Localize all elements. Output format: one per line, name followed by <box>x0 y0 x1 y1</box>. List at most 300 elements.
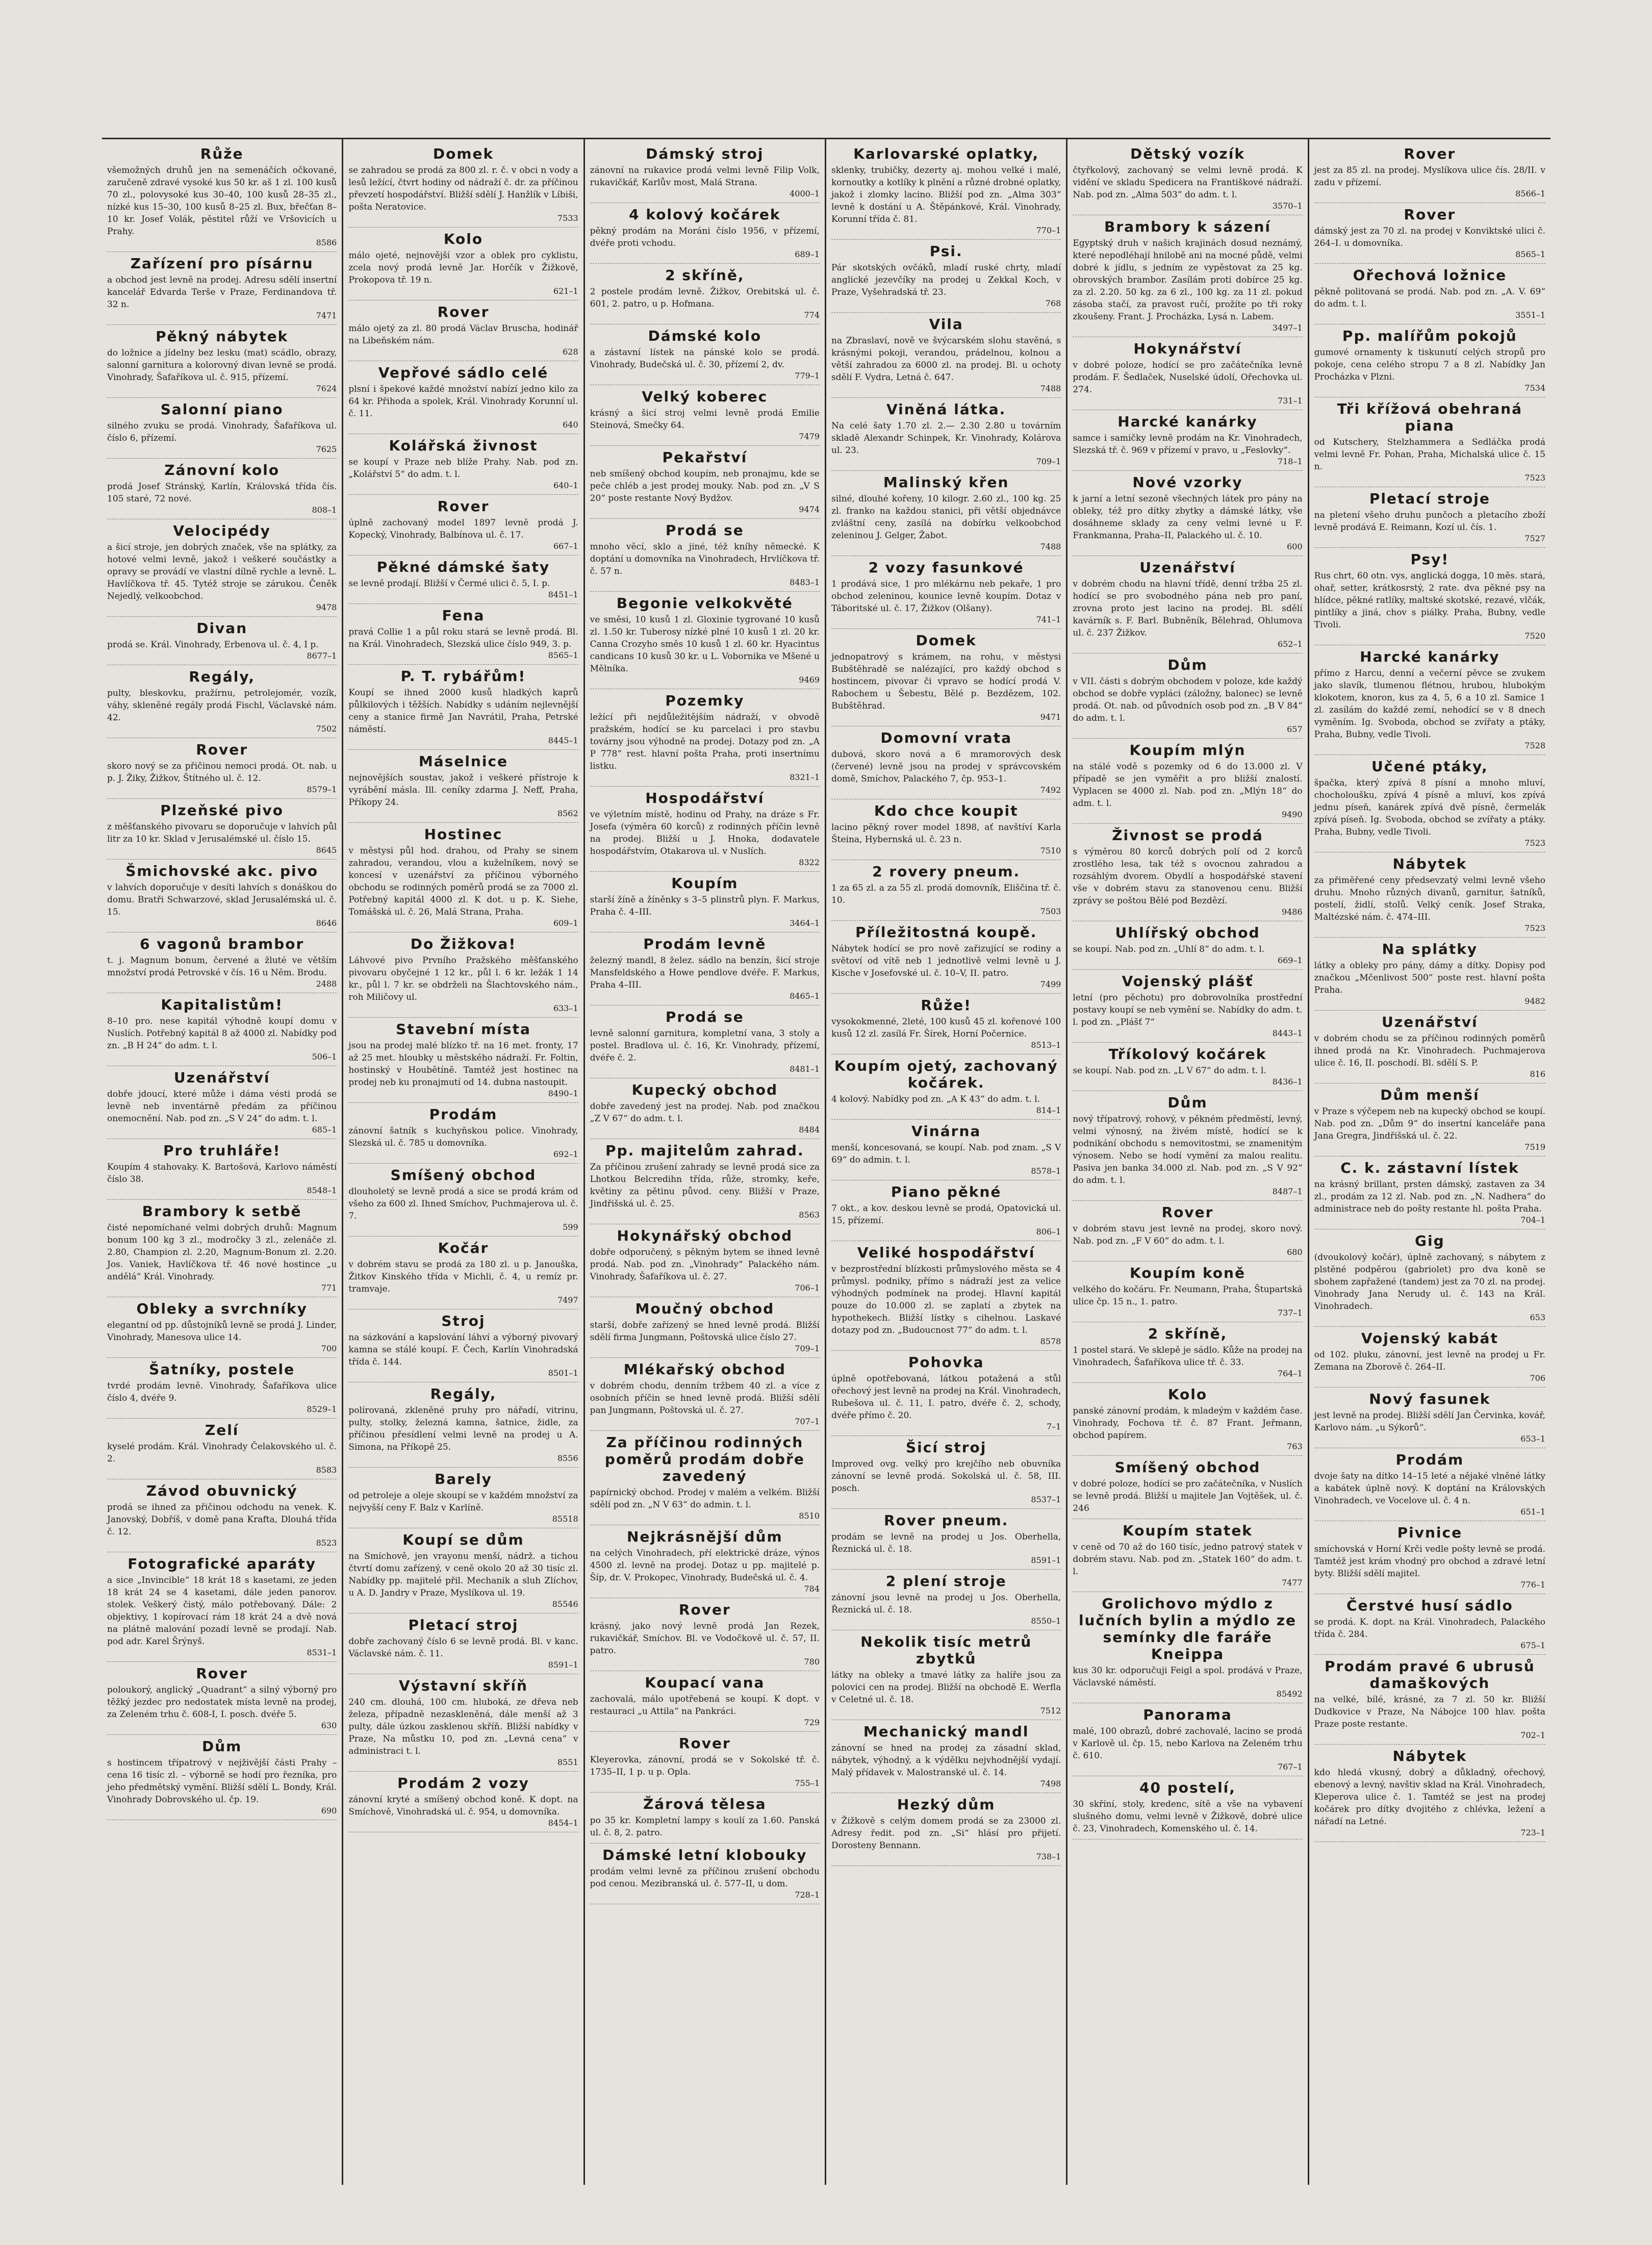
ad-text: 1 za 65 zl. a za 55 zl. prodá domovník, Eliščina tř. č. 10. <box>831 883 1061 905</box>
ad-text: jest za 85 zl. na prodej. Myslíkova ulice čís. 28/II. v zadu v přízemí. <box>1314 165 1545 188</box>
ad-title: Piano pěkné <box>891 1183 1002 1200</box>
classified-ad <box>107 932 337 993</box>
ad-title: Tříkolový kočárek <box>1108 1046 1267 1063</box>
ad-text: 7 okt., a kov. deskou levně se prodá, Opatovická ul. 15, přízemí. <box>831 1203 1061 1226</box>
classified-ad <box>1314 1655 1545 1745</box>
classified-ad <box>348 1674 578 1772</box>
classified-ad <box>348 750 578 823</box>
ad-text: neb smíšený obchod koupím, neb pronajmu, kde se peče chléb a jest prodej mouky. Nab. pod zn. „V S 20“ poste restante Nový Bydžov. <box>590 469 820 503</box>
ad-title: Dámský stroj <box>646 145 764 162</box>
ad-number: 689–1 <box>795 249 820 259</box>
classified-ad <box>831 799 1061 860</box>
ad-number: 8550–1 <box>1031 1616 1061 1626</box>
classified-ad <box>590 592 820 689</box>
ad-number: 774 <box>804 310 820 320</box>
ad-text: Koupím 4 stahovaky. K. Bartošová, Karlovo náměstí číslo 38. <box>107 1162 337 1184</box>
ad-title: 4 kolový kočárek <box>629 206 781 223</box>
classified-ad <box>107 1735 337 1820</box>
ad-text: jest levně na prodej. Bližší sdělí Jan Červinka, kovář, Karlovo nám. „u Sýkorů“. <box>1314 1410 1545 1433</box>
ad-title: Kolo <box>443 231 484 247</box>
classified-ad <box>1073 556 1302 653</box>
classified-ad <box>831 313 1061 398</box>
ad-title: Nový fasunek <box>1369 1391 1491 1407</box>
ad-title: Smíšený obchod <box>1114 1459 1261 1476</box>
ad-title: Prodám <box>1395 1451 1464 1468</box>
ad-text: v bezprostřední blízkosti průmyslového města se 4 průmysl. podniky, přímo s nádraží jest za velice výhodných podmínek na prodej. Hlavní kapitál pouze do 10.000 zl. se zaplatí a zbytek na hypothekech. Bližší lístky s cihelnou. Laskavé dotazy pod zn. „Budoucnost 77“ do adm. t. l. <box>831 1264 1061 1335</box>
classified-ad <box>348 1468 578 1528</box>
ad-text: silné, dlouhé kořeny, 10 kilogr. 2.60 zl., 100 kg. 25 zl. franko na každou stanici, při větší objednávce zvláštní ceny, zasílá na dobírku velkoobchod zeleninou J. Gelger, Žabot. <box>831 494 1061 541</box>
ad-text: Nábytek hodící se pro nově zařizující se rodiny a světoví od vítě neb 1 jednotlivě velmi levně u J. Kische v Josefovské ul. č. 10–V, II. patro. <box>831 944 1061 978</box>
ad-title: P. T. rybářům! <box>400 668 526 685</box>
ad-title: Ořechová ložnice <box>1353 267 1507 284</box>
classified-ad <box>107 1200 337 1297</box>
ad-text: se koupí. Nab. pod zn. „L V 67“ do adm. t. l. <box>1073 1066 1266 1076</box>
ad-text: smíchovská v Horní Krči vedle pošty levně se prodá. Tamtéž jest krám vhodný pro obchod a zdravé letní byty. Bližší sdělí majitel. <box>1314 1544 1545 1579</box>
ad-title: Grolichovo mýdlo z lučních bylin a mýdlo ze semínky dle faráře Kneippa <box>1078 1595 1297 1662</box>
ad-number: 8513–1 <box>1031 1040 1061 1050</box>
ad-title: Koupím statek <box>1123 1522 1253 1539</box>
ad-number: 600 <box>1287 542 1303 551</box>
ad-text: v dobrém stavu se prodá za 180 zl. u p. Janouška, Žitkov Kinského třída v Michli, č. 4, u remíz pr. tramvaje. <box>348 1259 578 1294</box>
classified-ad <box>107 993 337 1066</box>
ad-text: dámský jest za 70 zl. na prodej v Konviktské ulici č. 264–I. u domovníka. <box>1314 226 1545 248</box>
ad-title: Kolářská živnost <box>389 437 538 454</box>
ad-number: 8451–1 <box>548 590 578 599</box>
ad-title: 6 vagonů brambor <box>140 936 304 952</box>
ad-title: Rover <box>678 1601 731 1618</box>
ad-title: Veliké hospodářství <box>857 1244 1035 1261</box>
ad-title: Mechanický mandl <box>863 1723 1029 1740</box>
ad-title: Begonie velkokvěté <box>616 595 793 612</box>
ad-number: 723–1 <box>1520 1828 1545 1837</box>
ad-title: Koupí se dům <box>402 1531 524 1548</box>
ad-text: kus 30 kr. odporučuji Feigl a spol. prodává v Praze, Václavské náměstí. <box>1073 1666 1303 1688</box>
ad-number: 8583 <box>316 1465 337 1475</box>
ad-text: se prodá. K. dopt. na Král. Vinohradech, Palackého třída č. 284. <box>1314 1617 1545 1639</box>
classified-ad <box>348 1528 578 1613</box>
ad-text: v VII. části s dobrým obchodem v poloze, kde každý obchod se dobře vypláci (záložny, balonec) se levně prodá. Ot. nab. od původních osob pod zn. „B V 84“ do adm. t. l. <box>1073 676 1303 723</box>
ad-text: prodám velmi levně za příčinou zrušení obchodu pod cenou. Mezibranská ul. č. 577–II, u dom. <box>590 1866 820 1889</box>
classified-ad <box>348 1772 578 1832</box>
classified-ad <box>348 361 578 434</box>
classified-ad <box>1314 487 1545 548</box>
ad-text: pěkný prodám na Moráni číslo 1956, v přízemí, dvéře proti vchodu. <box>590 226 820 248</box>
classified-ad <box>590 324 820 385</box>
ad-title: Nábytek <box>1392 1748 1467 1764</box>
ad-title: Nábytek <box>1392 855 1467 872</box>
ad-title: Stroj <box>441 1313 486 1329</box>
ad-text: na celých Vinohradech, pří elektrické dráze, výnos 4500 zl. levně na prodej. Dotaz u pp. majitelé p. Šíp, dr. V. Prokopec, Vinohrady, Budečská ul. č. 4. <box>590 1548 820 1583</box>
ad-number: 8537–1 <box>1031 1495 1061 1504</box>
classified-ad <box>107 1552 337 1662</box>
ad-text: na velké, bílé, krásné, za 7 zl. 50 kr. Bližší Dudkovice v Praze, Na Nábojce 100 hlav. pošta Praze poste restante. <box>1314 1695 1545 1729</box>
classified-ad <box>107 1358 337 1419</box>
classified-ad <box>107 665 337 738</box>
classified-ad <box>831 1180 1061 1241</box>
ad-number: 599 <box>563 1222 578 1232</box>
ad-title: Čerstvé husí sádlo <box>1346 1597 1513 1614</box>
classified-ad <box>1314 1745 1545 1842</box>
classified-ad <box>590 1598 820 1671</box>
ad-text: silného zvuku se prodá. Vinohrady, Šafaříkova ul. číslo 6, přízemí. <box>107 421 337 443</box>
classified-ad <box>1073 921 1302 970</box>
classified-ad <box>831 240 1061 313</box>
ad-text: od petroleje a oleje skoupí se v každém množství za nejvyšší ceny F. Balz v Karlíně. <box>348 1491 578 1513</box>
ad-text: tvrdé prodám levně. Vinohrady, Šafaříkova ulice číslo 4, dvéře 9. <box>107 1381 337 1403</box>
classified-ad <box>348 300 578 361</box>
classified-ad <box>1073 1383 1302 1456</box>
ad-text: úplně zachovaný model 1897 levně prodá J. Kopecký, Vinohrady, Balbínova ul. č. 17. <box>348 518 578 540</box>
ad-number: 609–1 <box>553 918 578 928</box>
ad-number: 8548–1 <box>307 1185 337 1195</box>
ad-text: od Kutschery, Stelzhammera a Sedláčka prodá velmi levně Fr. Pohan, Praha, Michalská ulice č. 15 n. <box>1314 437 1545 472</box>
classified-ad <box>348 1164 578 1237</box>
classified-ad <box>831 1793 1061 1866</box>
ad-number: 806–1 <box>1036 1227 1061 1237</box>
ad-title: Kdo chce koupit <box>874 802 1019 819</box>
ad-title: Karlovarské oplatky, <box>853 145 1039 162</box>
ad-title: Pěkné dámské šaty <box>376 559 550 575</box>
ad-title: Na splátky <box>1382 941 1478 957</box>
ad-number: 506–1 <box>312 1052 337 1062</box>
ad-text: dubová, skoro nová a 6 mramorových desk (červené) levně jsou na prodej v správcovském domě, Smíchov, Palackého 7, čp. 953–1. <box>831 749 1061 784</box>
ad-number: 628 <box>563 347 578 357</box>
ad-title: Pro truhláře! <box>163 1142 281 1159</box>
classified-ad <box>590 142 820 203</box>
ad-number: 8579–1 <box>307 785 337 794</box>
column-6 <box>1309 139 1551 2185</box>
ad-title: Vojenský plášť <box>1122 973 1254 990</box>
ad-number: 7534 <box>1524 383 1545 393</box>
classified-ad <box>1314 1229 1545 1327</box>
ad-number: 8565–1 <box>548 650 578 660</box>
classified-ad <box>348 142 578 228</box>
ad-title: Panorama <box>1143 1706 1232 1723</box>
ad-text: Za příčinou zrušení zahrady se levně prodá sice za Lhotkou Belcredihn třída, růže, stromky, keře, květiny za pětinu původ. ceny. Bližší v Praze, Jindřišská ul. č. 25. <box>590 1162 820 1209</box>
classified-ad <box>1314 938 1545 1011</box>
classified-ad <box>1314 1083 1545 1156</box>
ad-number: 7519 <box>1524 1142 1545 1152</box>
ad-number: 85546 <box>552 1599 578 1609</box>
classified-ad <box>348 1613 578 1674</box>
classified-ad <box>1314 397 1545 487</box>
ad-text: špačka, který zpívá 8 písní a mnoho mluví, chocholoušku, zpívá 4 písně a mluví, kos zpívá jednu píseň, kanárek zpívá dvě písně, čermelák zpívá píseň. Ig. Svoboda, obchod se zvířaty a ptáky. Praha, Bubny, vedle Tivoli. <box>1314 778 1545 837</box>
ad-text: sklenky, trubičky, dezerty aj. mohou velké i malé, kornoutky a kotlíky k plnění a různé drobné oplatky, jakož i zlomky lacino. Bližší pod zn. „Alma 303“ levně k dostání u A. Štěpánkové, Král. Vinohrady, Korunní třída č. 81. <box>831 165 1061 224</box>
ad-number: 621–1 <box>553 286 578 296</box>
ad-title: Gig <box>1415 1232 1445 1249</box>
ad-title: Smíšený obchod <box>390 1167 537 1183</box>
ad-number: 652–1 <box>1277 639 1303 649</box>
classified-ad <box>831 1570 1061 1630</box>
ad-number: 8501–1 <box>548 1368 578 1378</box>
ad-number: 8677–1 <box>307 651 337 661</box>
ad-title: Žárová tělesa <box>643 1796 767 1812</box>
ad-text: prodám se levně na prodej u Jos. Oberhella, Řeznická ul. č. 18. <box>831 1532 1061 1554</box>
ad-title: 2 skříně, <box>665 267 745 284</box>
ad-text: v dobré poloze, hodící se pro začátečníka, v Nuslích se levně prodá. Bližší u majitele Jan Vojtěšek, ul. č. 246 <box>1073 1479 1303 1514</box>
classified-ad <box>1073 215 1302 337</box>
classified-ad <box>1073 1456 1302 1519</box>
ad-title: Příležitostná koupě. <box>855 924 1037 941</box>
classified-ad <box>348 495 578 556</box>
ad-number: 8556 <box>557 1453 578 1463</box>
ad-text: a šicí stroje, jen dobrých značek, vše na splátky, za hotové velmi levně, jakož i veškeré součástky a opravy se provádí ve vlastní dílně rychle a levně. L. Havlíčkova tř. 45. Tytéž stroje se zárukou. Čeněk Nejedlý, velkoobchod. <box>107 542 337 601</box>
ad-text: prodá se ihned za přičinou odchodu na venek. K. Janovský, Dobříš, v domě pana Krafta, Dlouhá třída č. 12. <box>107 1502 337 1537</box>
ad-number: 8510 <box>799 1511 820 1521</box>
ad-title: Uzenářství <box>1139 559 1236 576</box>
ad-title: Koupací vana <box>645 1674 765 1691</box>
ad-text: se koupí. Nab. pod zn. „Uhlí 8“ do adm. t. l. <box>1073 944 1265 954</box>
ad-title: Hezký dům <box>897 1796 996 1813</box>
ad-text: v dobrém chodu, denním tržbem 40 zl. a více z osobních příčin se hned levně prodá. Bližší sdělí pan Jungmann, Poštovská ul. č. 27. <box>590 1381 820 1416</box>
ad-text: Pár skotských ovčáků, mladí ruské chrty, mladí anglické jezevčíky na prodej u Zekkal Koch, v Praze, Vyšehradská tř. 23. <box>831 263 1061 297</box>
classified-ad <box>1073 1776 1302 1839</box>
classified-ad <box>348 932 578 1018</box>
ad-text: nový třípatrový, rohový, v pěkném předměstí, levný, velmi výnosný, na živém místě, hodící se k podnikání obchodu s nemovitostmi, se znamenitým výnosem. Nebo se hodí vymění za malou realitu. Pasiva jen banka 34.000 zl. Nab. pod zn. „S V 92“ do adm. t. l. <box>1073 1114 1303 1185</box>
ad-number: 7527 <box>1524 534 1545 543</box>
ad-text: Na celé šaty 1.70 zl. 2.— 2.30 2.80 u továrním skladě Alexandr Schinpek, Kr. Vinohrady, Kolárova ul. 23. <box>831 421 1061 456</box>
classified-ad <box>1314 1448 1545 1521</box>
ad-number: 9471 <box>1040 712 1061 722</box>
ad-text: samce i samičky levně prodám na Kr. Vinohradech, Slezská tř. č. 969 v přízemí v pravo, u „Feslovky“. <box>1073 433 1303 456</box>
ad-title: Dámské letní klobouky <box>602 1847 807 1863</box>
classified-ad <box>590 787 820 872</box>
classified-ad <box>1073 1322 1302 1383</box>
classified-ad <box>590 1005 820 1078</box>
ad-title: Barely <box>435 1471 492 1487</box>
ad-title: Kočár <box>438 1240 489 1256</box>
ad-title: Divan <box>196 620 248 637</box>
ad-text: Láhvové pivo Prvního Pražského měšťanského pivovaru obyčejné 1 12 kr., půl l. 6 kr. ležák 1 14 kr., půl l. 7 kr. se obdrželi na Šlachtovského nám., roh Miličovy ul. <box>348 955 578 1002</box>
ad-number: 640–1 <box>553 481 578 490</box>
ad-text: Koupí se ihned 2000 kusů hladkých kaprů půlkilových i těžších. Nabídky s udáním nejlevnější ceny a stanice firmě Jan Navrátil, Praha, Petrské náměstí. <box>348 688 578 735</box>
ad-number: 8490–1 <box>548 1089 578 1098</box>
column-5 <box>1068 139 1309 2185</box>
ad-title: Harcké kanárky <box>1117 413 1258 430</box>
ad-title: Koupím mlýn <box>1129 742 1246 759</box>
ad-number: 764–1 <box>1277 1369 1303 1378</box>
column-2 <box>343 139 584 2185</box>
ad-title: Salonní piano <box>160 401 284 418</box>
classified-ad <box>107 1066 337 1139</box>
ad-text: papírnický obchod. Prodej v malém a velkém. Bližší sdělí pod zn. „N V 63“ do admin. t. l. <box>590 1487 820 1510</box>
ad-text: na sázkování a kapslování láhví a výborný pivovarý kamna se stálé koupí. F. Čech, Karlín Vinohradská třída č. 144. <box>348 1332 578 1367</box>
ad-number: 767–1 <box>1277 1762 1303 1772</box>
ad-text: dobře odporučený, s pěkným bytem se ihned levně prodá. Nab. pod zn. „Vinohrady“ Palackého nám. Vinohrady, Šafaříkova ul. č. 27. <box>590 1247 820 1282</box>
classified-ad <box>590 1224 820 1297</box>
ad-text: mnoho věcí, sklo a jiné, též kníhy německé. K doptání u domovníka na Vinohradech, Hrvlíčkova tř. č. 57 n. <box>590 542 820 576</box>
ad-number: 630 <box>321 1721 337 1730</box>
ad-title: Pp. malířům pokojů <box>1342 327 1517 344</box>
ad-title: Rover <box>1404 206 1456 223</box>
classified-ad <box>831 860 1061 921</box>
classified-ad <box>831 142 1061 240</box>
ad-number: 633–1 <box>553 1003 578 1013</box>
ad-text: menší, koncesovaná, se koupí. Nab. pod znam. „S V 69“ do admin. t. l. <box>831 1143 1061 1165</box>
ad-text: letní (pro pěchotu) pro dobrovolníka prostřední postavy koupí se neb vymění se. Nabídky do adm. t. l. pod zn. „Plášť 7“ <box>1073 993 1303 1027</box>
classified-ad <box>348 823 578 932</box>
ad-text: zachovalá, málo upotřebená se koupí. K dopt. v restauraci „u Attila“ na Pankráci. <box>590 1694 820 1717</box>
ad-title: Hokynářský obchod <box>617 1227 793 1244</box>
ad-number: 737–1 <box>1277 1308 1303 1318</box>
classified-ad <box>831 1720 1061 1793</box>
ad-number: 814–1 <box>1036 1105 1061 1115</box>
classified-ad <box>1314 264 1545 324</box>
ad-text: a obchod jest levně na prodej. Adresu sdělí insertní kancelář Edvarda Terše v Praze, Ferdinandova tř. 32 n. <box>107 275 337 310</box>
classified-ad <box>348 665 578 750</box>
classified-ad <box>590 932 820 1005</box>
ad-title: Dům <box>1167 1094 1208 1111</box>
ad-number: 8445–1 <box>548 736 578 745</box>
ad-title: Pp. majitelům zahrad. <box>605 1142 804 1159</box>
ad-title: Do Žižkova! <box>410 936 517 952</box>
ad-title: Stavební místa <box>396 1021 531 1038</box>
classified-ad <box>107 459 337 519</box>
ad-number: 8484 <box>799 1125 820 1134</box>
ad-number: 8481–1 <box>790 1064 820 1074</box>
ad-text: levně salonní garnitura, kompletní vana, 3 stoly a postel. Bradlova ul. č. 16, Kr. Vinohrady, přízemí, dvéře č. 2. <box>590 1028 820 1063</box>
ad-title: Prodám levně <box>643 936 767 952</box>
classified-ad <box>1073 1091 1302 1201</box>
ad-number: 8483–1 <box>790 577 820 587</box>
ad-title: Dům <box>201 1738 242 1755</box>
ad-number: 8566–1 <box>1515 189 1545 198</box>
classified-ad <box>590 1139 820 1224</box>
ad-text: z měšťanského pivovaru se doporučuje v lahvích půl litr za 10 kr. Sklad v Jerusalémské ul. číslo 15. <box>107 822 337 844</box>
ad-number: 685–1 <box>312 1125 337 1134</box>
classified-ad <box>831 921 1061 994</box>
ad-title: Kapitalistům! <box>161 996 283 1013</box>
ad-text: úplně opotřebovaná, látkou potažená a stůl ořechový jest levně na prodej na Král. Vinohradech, Rubešova ul. č. 11, I. patro, dvéře č. 2, schody, dvéře přímo č. 20. <box>831 1374 1061 1421</box>
ad-title: Za příčinou rodinných poměrů prodám dobře zavedený <box>604 1434 805 1484</box>
ad-number: 7510 <box>1040 846 1061 855</box>
ad-number: 7488 <box>1040 542 1061 551</box>
ad-title: Domek <box>433 145 494 162</box>
ad-title: Zelí <box>205 1422 239 1439</box>
classified-columns <box>102 138 1551 2185</box>
ad-title: Rover <box>678 1735 731 1752</box>
ad-text: Kleyerovka, zánovní, prodá se v Sokolské tř. č. 1735–II, 1 p. u p. Opla. <box>590 1755 820 1777</box>
ad-text: skoro nový se za přičinou nemoci prodá. Ot. nab. u p. J. Žiky, Žižkov, Štítného ul. č. 12. <box>107 761 337 784</box>
classified-ad <box>590 1844 820 1904</box>
column-1 <box>102 139 343 2185</box>
ad-number: 776–1 <box>1520 1580 1545 1590</box>
ad-number: 9474 <box>799 505 820 514</box>
ad-number: 8443–1 <box>1272 1028 1303 1038</box>
classified-ad <box>831 1351 1061 1436</box>
ad-text: pěkně politovaná se prodá. Nab. pod zn. „A. V. 69“ do adm. t. l. <box>1314 287 1545 309</box>
ad-number: 780 <box>804 1657 820 1667</box>
ad-number: 7528 <box>1524 741 1545 750</box>
classified-ad <box>348 1382 578 1468</box>
ad-text: málo ojeté, nejnovější vzor a oblek pro cyklistu, zcela nový prodá levně Jar. Horčík v Žižkově, Prokopova tř. 19 n. <box>348 250 578 285</box>
ad-text: po 35 kr. Kompletní lampy s koulí za 1.60. Panská ul. č. 8, 2. patro. <box>590 1815 820 1838</box>
ad-title: Viněná látka. <box>886 401 1006 418</box>
ad-number: 8531–1 <box>307 1648 337 1657</box>
ad-number: 704–1 <box>1520 1215 1545 1225</box>
ad-title: Mlékařský obchod <box>623 1361 786 1378</box>
ad-text: poloukorý, anglický „Quadrant“ a silný výborný pro těžký jezdec pro nedostatek místa levně na prodej, za Zeleném trhu č. 608-I, I. posch. dvéře 5. <box>107 1685 337 1720</box>
ad-title: Zařízení pro písárnu <box>130 255 314 272</box>
classified-ad <box>1073 471 1302 556</box>
ad-title: Dětský vozík <box>1130 145 1245 162</box>
column-3 <box>585 139 826 2185</box>
ad-number: 9482 <box>1524 996 1545 1006</box>
ad-text: v ceně od 70 až do 160 tisíc, jedno patrový statek v dobrém stavu. Nab. pod zn. „Statek 160“ do adm. t. l. <box>1073 1542 1303 1577</box>
ad-number: 9490 <box>1281 810 1303 819</box>
ad-title: Psi. <box>929 243 963 260</box>
ad-title: Koupím <box>671 875 739 892</box>
classified-ad <box>1314 852 1545 938</box>
ad-text: starší žíně a žíněnky s 3–5 plinstrů plyn. F. Markus, Praha č. 4–III. <box>590 895 820 917</box>
ad-title: 2 plení stroje <box>885 1573 1007 1590</box>
ad-text: starší, dobře zařízený se hned levně prodá. Bližší sdělí firma Jungmann, Poštovská ulice číslo 27. <box>590 1320 820 1343</box>
ad-title: Šmichovské akc. pivo <box>125 863 319 879</box>
ad-text: 240 cm. dlouhá, 100 cm. hluboká, ze dřeva neb železa, případně nezaskleněná, dále menší až 3 pulty, dále úzkou zasklenou skříň. Bližší nabídky v Praze, Na můstku 10, pod zn. „Levná cena“ v administraci t. l. <box>348 1697 578 1756</box>
ad-number: 7523 <box>1524 923 1545 933</box>
ad-text: 2 postele prodám levně. Žižkov, Orebitská ul. č. 601, 2. patro, u p. Hofmana. <box>590 287 820 309</box>
classified-ad <box>348 1018 578 1103</box>
ad-title: Uhlířský obchod <box>1115 924 1260 941</box>
ad-number: 808–1 <box>312 505 337 515</box>
ad-number: 7502 <box>316 724 337 734</box>
classified-ad <box>1314 1388 1545 1448</box>
ad-title: Pivnice <box>1397 1524 1463 1541</box>
ad-text: 1 postel stará. Ve sklepě je sádlo. Kůže na prodej na Vinohradech, Šafaříkova ulice tř. č. 33. <box>1073 1345 1303 1368</box>
ad-text: t. j. Magnum bonum, červené a žluté ve větším množství prodá Petrovské v čís. 16 u Něm. Brodu. <box>107 955 337 978</box>
ad-title: Koupím koně <box>1130 1265 1246 1281</box>
ad-number: 706 <box>1530 1373 1545 1383</box>
ad-title: Vila <box>929 316 963 333</box>
ad-title: Uzenářství <box>1382 1014 1478 1030</box>
ad-title: 2 skříně, <box>1148 1325 1228 1342</box>
ad-number: 7624 <box>316 384 337 393</box>
ad-number: 8465–1 <box>790 991 820 1001</box>
ad-number: 771 <box>321 1283 337 1293</box>
ad-title: Kupecký obchod <box>631 1081 778 1098</box>
classified-ad <box>1314 1521 1545 1594</box>
ad-text: panské zánovní prodám, k mladeým v každém čase. Vinohrady, Fochova tř. č. 87 Frant. Jeřmann, obchod papírem. <box>1073 1406 1303 1441</box>
ad-text: na krásný brillant, prsten dámský, zastaven za 34 zl., prodám za 12 zl. Nab. pod zn. „N. Nadhera“ do administrace neb do pošty restante hl. pošta Praha. <box>1314 1179 1545 1214</box>
ad-title: Nové vzorky <box>1132 474 1243 491</box>
ad-text: a zástavní lístek na pánské kolo se prodá. Vinohrady, Budečská ul. č. 30, přízemí 2, dv. <box>590 347 820 370</box>
ad-text: málo ojetý za zl. 80 prodá Václav Bruscha, hodinář na Libeňském nám. <box>348 323 578 346</box>
ad-number: 653 <box>1530 1313 1545 1322</box>
ad-title: Pěkný nábytek <box>156 328 289 345</box>
ad-title: 40 postelí, <box>1139 1779 1236 1796</box>
classified-ad <box>590 1671 820 1732</box>
ad-number: 7523 <box>1524 838 1545 848</box>
ad-title: Rover <box>196 741 248 758</box>
ad-text: krásný, jako nový levně prodá Jan Rezek, rukavičkář, Smíchov. Bl. ve Vodočkově ul. č. 57, II. patro. <box>590 1621 820 1656</box>
ad-title: Rover <box>437 304 490 320</box>
ad-text: čisté nepomíchané velmi dobrých druhů: Magnum bonum 100 kg 3 zl., modročky 3 zl., zelenáče zl. 2.80, Champion zl. 2.20, Magnum-Bonum zl. 2.20. Jos. Vaniek, Havlíčkova tř. 46 nové hostince „u andělá“ Král. Vinohrady. <box>107 1223 337 1282</box>
ad-text: látky a obleky pro pány, dámy a dítky. Dopisy pod značkou „Mčenlivost 500“ poste rest. hlavní pošta Praha. <box>1314 961 1545 995</box>
ad-title: Prodám pravé 6 ubrusů damaškových <box>1324 1658 1535 1692</box>
ad-number: 7–1 <box>1046 1422 1061 1431</box>
ad-title: Živnost se prodá <box>1112 827 1263 844</box>
ad-text: 1 prodává sice, 1 pro mlékárnu neb pekaře, 1 pro obchod zeleninou, kounice levně koupím. Dotaz v Táboritské ul. č. 17, Žižkov (Olšany). <box>831 579 1061 614</box>
classified-ad <box>107 1419 337 1479</box>
ad-text: ležící při nejdůležitějším nádraží, v obvodě pražském, hodící se ku parcelaci i pro stavbu továrny jsou výhodně na prodej. Dotazy pod zn. „A P 778“ rest. hlavní pošta Praha, proti insertnímu listku. <box>590 712 820 771</box>
ad-title: Dům menší <box>1380 1087 1480 1103</box>
ad-number: 85492 <box>1276 1689 1303 1699</box>
ad-text: ve směsi, 10 kusů 1 zl. Gloxinie tygrované 10 kusů zl. 1.50 kr. Tuberosy nízké plné 10 kusů 1 zl. 20 kr. Canna Crozyho směs 10 kusů 1 zl. 60 kr. Hyacintus candicans 10 kusů 30 kr. u L. Vobornika ve Mšené u Mělníka. <box>590 615 820 674</box>
ad-text: zánovní na rukavice prodá velmi levně Filip Volk, rukavičkář, Karlův most, Malá Strana. <box>590 165 820 188</box>
ad-text: prodá Josef Stránský, Karlín, Královská třída čís. 105 staré, 72 nové. <box>107 482 337 504</box>
ad-title: 2 vozy fasunkové <box>868 559 1024 576</box>
classified-ad <box>1314 1594 1545 1655</box>
